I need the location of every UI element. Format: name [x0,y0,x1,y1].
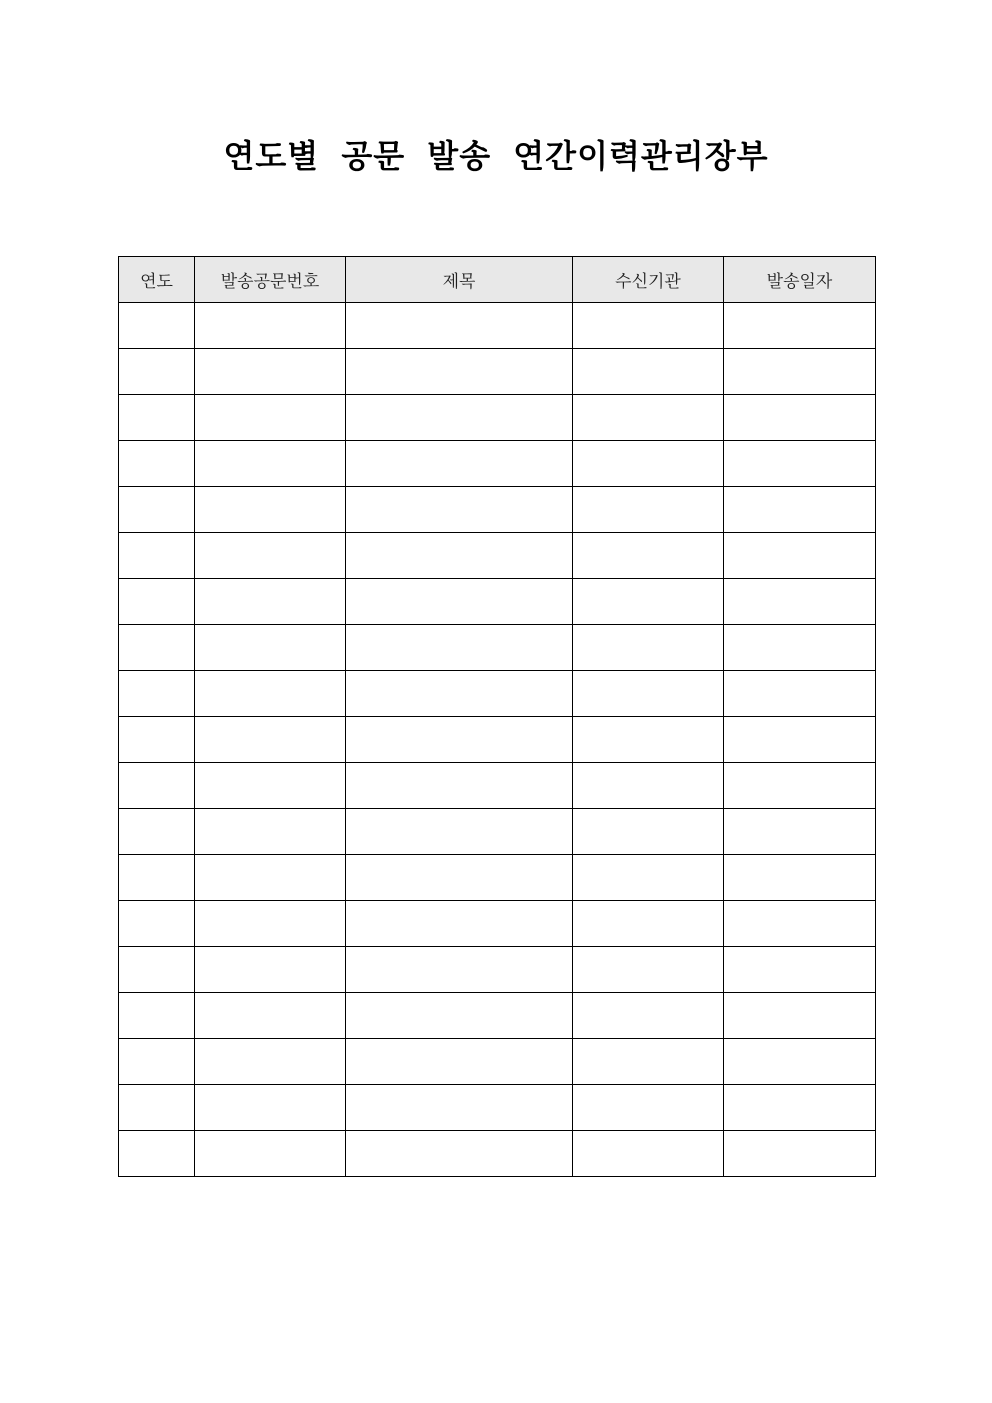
table-row [119,809,876,855]
cell-document-number[interactable] [195,395,346,441]
table-row [119,441,876,487]
column-header-subject: 제목 [346,257,573,303]
cell-document-number[interactable] [195,993,346,1039]
cell-year[interactable] [119,855,195,901]
cell-year[interactable] [119,717,195,763]
cell-recipient[interactable] [573,1085,724,1131]
cell-subject[interactable] [346,1039,573,1085]
table-row [119,625,876,671]
table-row [119,855,876,901]
cell-dispatch-date[interactable] [724,625,876,671]
cell-dispatch-date[interactable] [724,671,876,717]
cell-recipient[interactable] [573,763,724,809]
cell-dispatch-date[interactable] [724,855,876,901]
cell-year[interactable] [119,441,195,487]
cell-dispatch-date[interactable] [724,441,876,487]
cell-subject[interactable] [346,303,573,349]
cell-subject[interactable] [346,441,573,487]
table-row [119,349,876,395]
cell-dispatch-date[interactable] [724,533,876,579]
cell-document-number[interactable] [195,717,346,763]
cell-year[interactable] [119,579,195,625]
cell-subject[interactable] [346,855,573,901]
cell-year[interactable] [119,947,195,993]
cell-year[interactable] [119,533,195,579]
cell-year[interactable] [119,763,195,809]
cell-document-number[interactable] [195,487,346,533]
cell-year[interactable] [119,487,195,533]
cell-document-number[interactable] [195,763,346,809]
table-row [119,395,876,441]
cell-dispatch-date[interactable] [724,1131,876,1177]
cell-document-number[interactable] [195,303,346,349]
cell-subject[interactable] [346,993,573,1039]
cell-year[interactable] [119,1131,195,1177]
cell-recipient[interactable] [573,533,724,579]
table-row [119,671,876,717]
table-row [119,763,876,809]
cell-recipient[interactable] [573,1131,724,1177]
table-row [119,1039,876,1085]
cell-recipient[interactable] [573,671,724,717]
cell-subject[interactable] [346,901,573,947]
cell-document-number[interactable] [195,1039,346,1085]
table-row [119,993,876,1039]
column-header-dispatch-date: 발송일자 [724,257,876,303]
cell-recipient[interactable] [573,855,724,901]
cell-recipient[interactable] [573,809,724,855]
cell-recipient[interactable] [573,625,724,671]
cell-document-number[interactable] [195,533,346,579]
cell-document-number[interactable] [195,625,346,671]
table-row [119,947,876,993]
cell-document-number[interactable] [195,947,346,993]
cell-subject[interactable] [346,671,573,717]
table-row [119,533,876,579]
cell-year[interactable] [119,671,195,717]
cell-recipient[interactable] [573,1039,724,1085]
cell-recipient[interactable] [573,441,724,487]
cell-subject[interactable] [346,947,573,993]
cell-recipient[interactable] [573,947,724,993]
cell-document-number[interactable] [195,809,346,855]
document-title: 연도별 공문 발송 연간이력관리장부 [223,137,769,175]
cell-dispatch-date[interactable] [724,579,876,625]
table-row [119,303,876,349]
cell-document-number[interactable] [195,901,346,947]
cell-year[interactable] [119,993,195,1039]
table-row [119,1085,876,1131]
cell-subject[interactable] [346,809,573,855]
cell-year[interactable] [119,901,195,947]
cell-year[interactable] [119,395,195,441]
cell-subject[interactable] [346,1085,573,1131]
cell-subject[interactable] [346,487,573,533]
cell-recipient[interactable] [573,993,724,1039]
cell-subject[interactable] [346,395,573,441]
table-row [119,717,876,763]
cell-subject[interactable] [346,533,573,579]
cell-recipient[interactable] [573,395,724,441]
cell-document-number[interactable] [195,441,346,487]
cell-recipient[interactable] [573,487,724,533]
cell-dispatch-date[interactable] [724,1085,876,1131]
cell-document-number[interactable] [195,671,346,717]
cell-recipient[interactable] [573,901,724,947]
cell-recipient[interactable] [573,717,724,763]
cell-recipient[interactable] [573,303,724,349]
cell-dispatch-date[interactable] [724,1039,876,1085]
cell-year[interactable] [119,1085,195,1131]
cell-year[interactable] [119,625,195,671]
cell-subject[interactable] [346,1131,573,1177]
table-body [119,303,876,1177]
cell-document-number[interactable] [195,1131,346,1177]
cell-dispatch-date[interactable] [724,763,876,809]
cell-subject[interactable] [346,625,573,671]
table-row [119,487,876,533]
table-header-row [119,257,876,303]
cell-dispatch-date[interactable] [724,303,876,349]
cell-year[interactable] [119,349,195,395]
cell-dispatch-date[interactable] [724,717,876,763]
cell-year[interactable] [119,303,195,349]
column-header-year: 연도 [119,257,195,303]
cell-document-number[interactable] [195,349,346,395]
cell-recipient[interactable] [573,579,724,625]
cell-subject[interactable] [346,717,573,763]
cell-dispatch-date[interactable] [724,901,876,947]
cell-dispatch-date[interactable] [724,349,876,395]
cell-dispatch-date[interactable] [724,809,876,855]
cell-subject[interactable] [346,579,573,625]
cell-dispatch-date[interactable] [724,487,876,533]
table-row [119,901,876,947]
cell-document-number[interactable] [195,579,346,625]
column-header-recipient: 수신기관 [573,257,724,303]
cell-dispatch-date[interactable] [724,993,876,1039]
table-row [119,1131,876,1177]
cell-year[interactable] [119,809,195,855]
cell-recipient[interactable] [573,349,724,395]
cell-document-number[interactable] [195,855,346,901]
cell-dispatch-date[interactable] [724,947,876,993]
cell-document-number[interactable] [195,1085,346,1131]
cell-subject[interactable] [346,763,573,809]
cell-dispatch-date[interactable] [724,395,876,441]
table-row [119,579,876,625]
column-header-document-number: 발송공문번호 [195,257,346,303]
cell-year[interactable] [119,1039,195,1085]
cell-subject[interactable] [346,349,573,395]
dispatch-ledger-table [118,256,876,1177]
